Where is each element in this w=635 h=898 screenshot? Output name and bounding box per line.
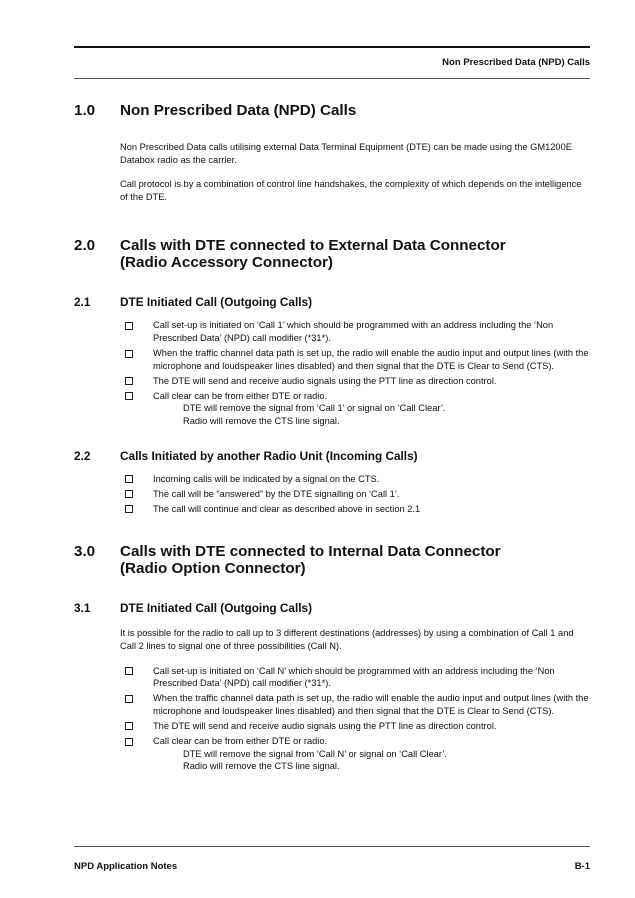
section-title-line: Calls with DTE connected to Internal Data Connector	[120, 543, 501, 561]
checkbox-bullet-icon	[125, 322, 133, 330]
checkbox-bullet-icon	[125, 392, 133, 400]
page-content	[74, 102, 590, 775]
section-title: DTE Initiated Call (Outgoing Calls)	[120, 295, 313, 310]
paragraph: It is possible for the radio to call up to 3 different destinations (addresses) by using a combination of Call 1 and Call 2 lines to signal one of three possibilities (Call N).	[120, 628, 574, 651]
list-item	[120, 473, 590, 486]
section-2-1-heading	[74, 295, 590, 309]
bullet-list	[120, 665, 590, 773]
list-item-text: The DTE will send and receive audio signals using the PTT line as direction control.	[153, 720, 497, 731]
list-item-text: Call clear can be from either DTE or radio.	[153, 390, 328, 401]
list-item	[120, 390, 590, 428]
section-title: DTE Initiated Call (Outgoing Calls)	[120, 601, 313, 616]
page-number: B-1	[574, 861, 590, 872]
checkbox-bullet-icon	[125, 377, 133, 385]
checkbox-bullet-icon	[125, 490, 133, 498]
list-item	[120, 488, 590, 501]
list-item	[120, 735, 590, 773]
bullet-list	[120, 473, 590, 516]
list-item	[120, 375, 590, 388]
list-item-text: When the traffic channel data path is set up, the radio will enable the audio input and output lines (with the microphone and loudspeaker lines disabled) and then signal that the DTE is Clear to Send (CTS).	[153, 348, 589, 371]
list-item-body	[153, 390, 590, 428]
list-item-subtext: DTE will remove the signal from ‘Call 1’ or signal on ‘Call Clear’.	[183, 403, 446, 414]
list-item-subtext: Radio will remove the CTS line signal.	[183, 416, 340, 427]
list-item	[120, 347, 590, 372]
checkbox-bullet-icon	[125, 667, 133, 675]
list-item-subtext: DTE will remove the signal from ‘Call N’ or signal on ‘Call Clear’.	[183, 748, 448, 759]
section-number: 2.2	[74, 448, 91, 463]
section-3-heading	[74, 543, 590, 577]
section-number: 3.1	[74, 601, 91, 616]
checkbox-bullet-icon	[125, 722, 133, 730]
section-title	[120, 237, 590, 271]
checkbox-bullet-icon	[125, 695, 133, 703]
checkbox-bullet-icon	[125, 505, 133, 513]
list-item-text: The call will continue and clear as described above in section 2.1	[153, 503, 421, 514]
checkbox-bullet-icon	[125, 738, 133, 746]
list-item-text: The call will be “answered” by the DTE signalling on ‘Call 1’.	[153, 488, 400, 499]
footer-rule	[74, 846, 590, 847]
section-title-line: Calls with DTE connected to External Data Connector	[120, 237, 506, 255]
footer-title: NPD Application Notes	[74, 861, 178, 872]
list-item	[120, 319, 590, 344]
checkbox-bullet-icon	[125, 475, 133, 483]
running-header: Non Prescribed Data (NPD) Calls	[442, 57, 590, 68]
list-item-text: Call clear can be from either DTE or radio.	[153, 736, 328, 747]
bullet-list	[120, 319, 590, 427]
list-item-text: When the traffic channel data path is set up, the radio will enable the audio input and output lines (with the microphone and loudspeaker lines disabled) and then signal that the DTE is Clear to Send (CTS).	[153, 693, 589, 716]
list-item	[120, 720, 590, 733]
list-item	[120, 665, 590, 690]
list-item-subtext: Radio will remove the CTS line signal.	[183, 761, 340, 772]
list-item-text: Call set-up is initiated on ‘Call N’ which should be programmed with an address including the ‘Non Prescribed Data’ (NPD) call modifier (*31*).	[153, 665, 555, 689]
section-title-line: (Radio Accessory Connector)	[120, 254, 333, 272]
list-item-body	[153, 735, 590, 773]
section-number: 2.1	[74, 295, 91, 310]
paragraph: Non Prescribed Data calls utilising external Data Terminal Equipment (DTE) can be made using the GM1200E Databox radio as the carrier.	[120, 142, 572, 165]
section-title	[120, 543, 590, 577]
list-item	[120, 503, 590, 516]
section-1-heading	[74, 102, 590, 119]
section-number: 2.0	[74, 237, 96, 255]
list-item-text: Incoming calls will be indicated by a signal on the CTS.	[153, 473, 380, 484]
section-title-line: (Radio Option Connector)	[120, 560, 306, 578]
section-3-1-heading	[74, 601, 590, 615]
list-item-text: Call set-up is initiated on ‘Call 1’ which should be programmed with an address including the ‘Non Prescribed Data’ (NPD) call modifier (*31*).	[153, 320, 554, 343]
list-item	[120, 692, 590, 717]
section-title: Non Prescribed Data (NPD) Calls	[120, 102, 357, 119]
section-2-2-heading	[74, 449, 590, 463]
section-number: 1.0	[74, 102, 96, 119]
checkbox-bullet-icon	[125, 350, 133, 358]
header-bottom-rule	[74, 78, 590, 79]
paragraph: Call protocol is by a combination of control line handshakes, the complexity of which depends on the intelligence of the DTE.	[120, 179, 582, 202]
list-item-text: The DTE will send and receive audio signals using the PTT line as direction control.	[153, 375, 497, 386]
header-top-rule	[74, 46, 590, 48]
section-2-heading	[74, 237, 590, 271]
section-number: 3.0	[74, 543, 96, 561]
section-title: Calls Initiated by another Radio Unit (Incoming Calls)	[120, 448, 418, 463]
